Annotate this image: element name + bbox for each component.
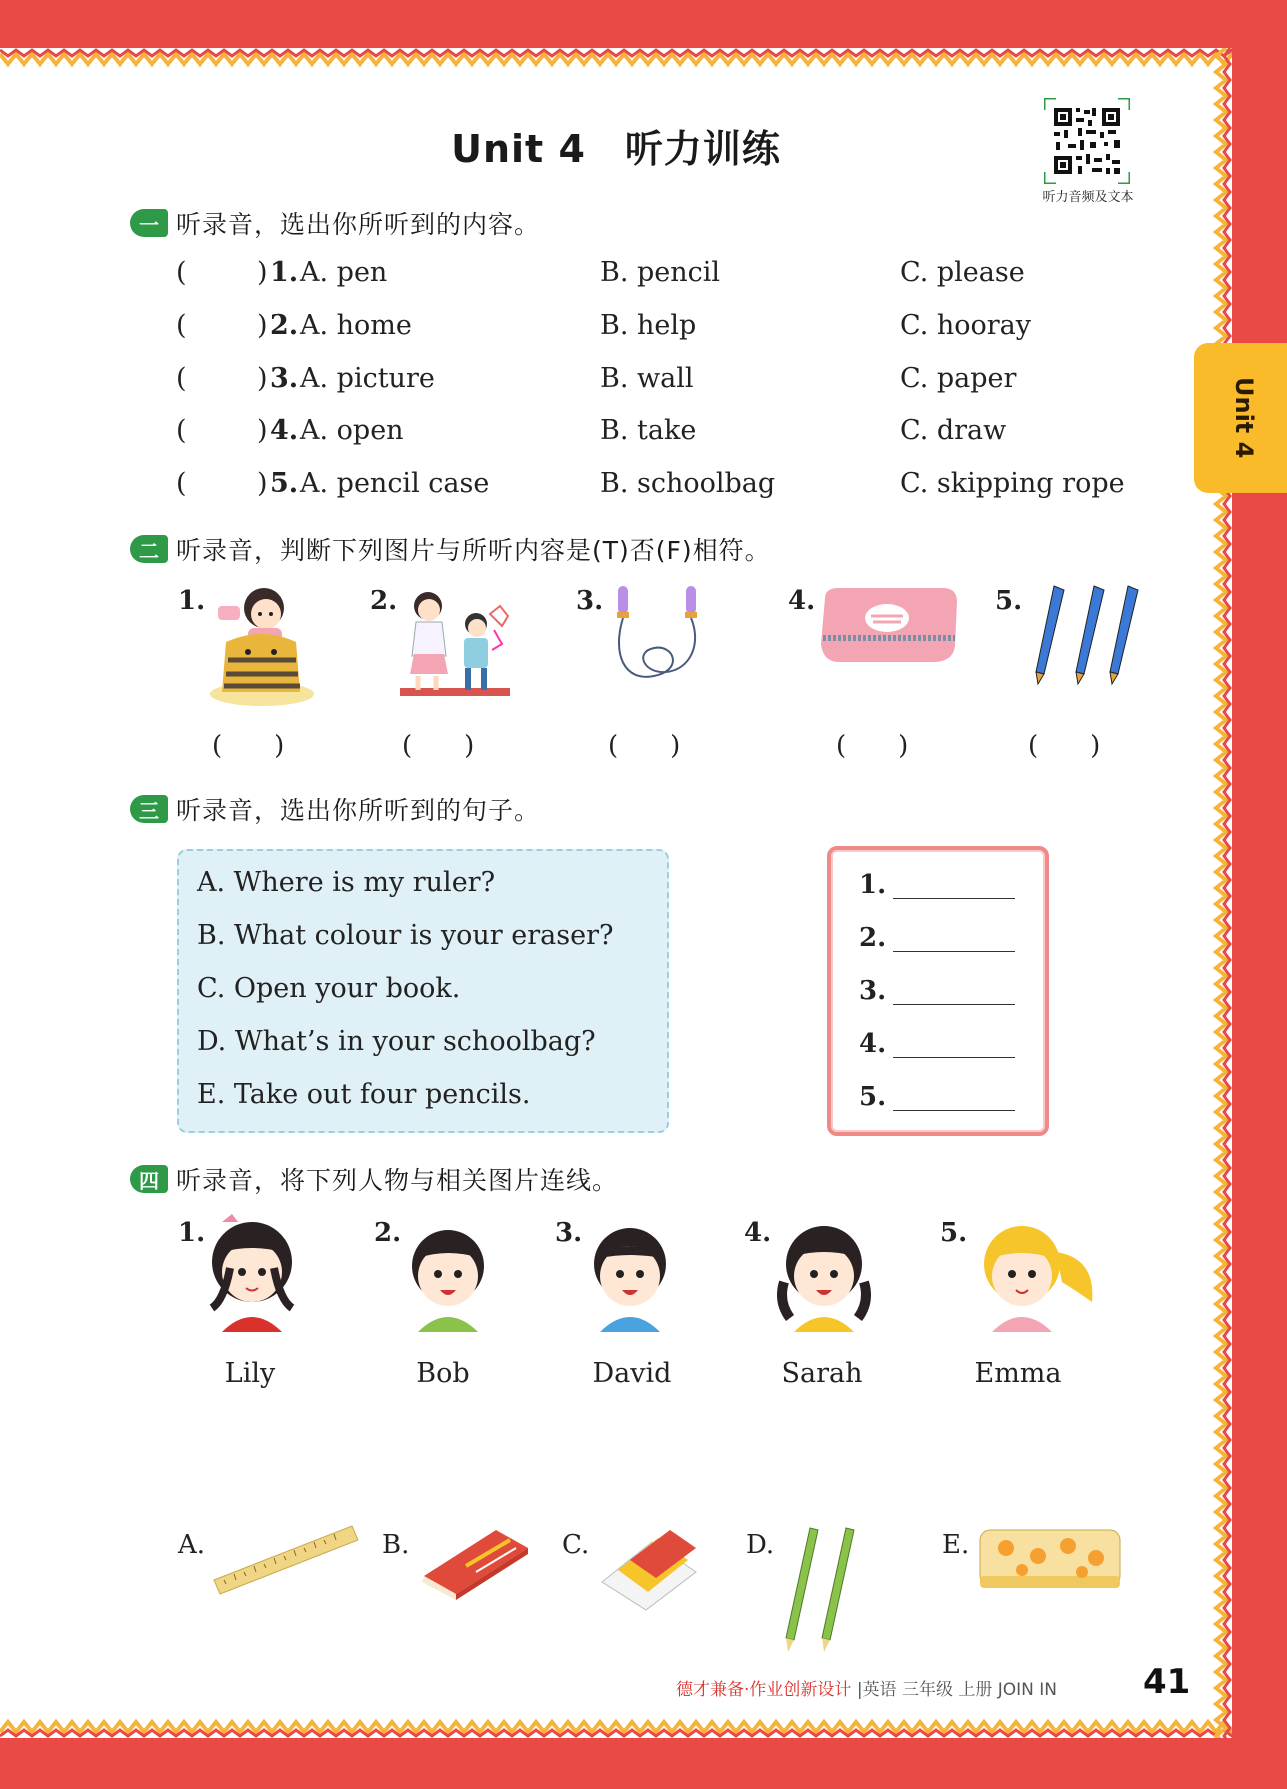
item-letter: A. bbox=[178, 1530, 206, 1560]
option-b: B. take bbox=[600, 415, 697, 446]
section-instruction: 听录音，选出你所听到的内容。 bbox=[176, 210, 541, 239]
ruler-icon bbox=[212, 1522, 360, 1602]
answer-paren-open[interactable]: ( bbox=[176, 415, 187, 446]
section-badge: 二 bbox=[130, 535, 168, 563]
section-badge: 三 bbox=[130, 795, 168, 823]
answer-blank[interactable] bbox=[893, 898, 1015, 899]
bottom-zigzag bbox=[0, 1708, 1232, 1738]
section-4-header bbox=[130, 1162, 618, 1196]
question-number: 5. bbox=[270, 468, 299, 499]
person-number: 2. bbox=[374, 1218, 402, 1248]
eraser-icon bbox=[596, 1520, 702, 1614]
person-name: David bbox=[592, 1358, 672, 1389]
option-c: C. hooray bbox=[900, 310, 1032, 341]
answer-paren-open[interactable]: ( bbox=[176, 363, 187, 394]
page-title: Unit 4 听力训练 bbox=[451, 127, 781, 171]
answer-blank[interactable] bbox=[893, 1057, 1015, 1058]
sentence-option: E. Take out four pencils. bbox=[197, 1079, 531, 1110]
sarah-portrait bbox=[774, 1212, 874, 1336]
unit-side-tab bbox=[1194, 343, 1287, 493]
person-name: Lily bbox=[224, 1358, 276, 1389]
book-icon bbox=[416, 1526, 532, 1600]
option-b: B. pencil bbox=[600, 257, 721, 288]
person-number: 1. bbox=[178, 1218, 206, 1248]
person-number: 5. bbox=[940, 1218, 968, 1248]
answer-parentheses[interactable]: ( ) bbox=[608, 731, 681, 761]
skipping-rope-picture bbox=[604, 584, 710, 688]
question-number: 4. bbox=[270, 415, 299, 446]
option-b: B. schoolbag bbox=[600, 468, 776, 499]
answer-paren-open[interactable]: ( bbox=[176, 257, 187, 288]
option-b: B. help bbox=[600, 310, 697, 341]
footer-grade: 三年级 bbox=[901, 1680, 953, 1700]
answer-parentheses[interactable]: ( ) bbox=[836, 731, 909, 761]
picture-number: 1. bbox=[178, 586, 206, 616]
person-name: Sarah bbox=[781, 1358, 863, 1389]
answer-parentheses[interactable]: ( ) bbox=[212, 731, 285, 761]
lily-portrait bbox=[204, 1212, 300, 1336]
picture-number: 3. bbox=[576, 586, 604, 616]
section-1-header bbox=[130, 206, 540, 240]
answer-lines-box bbox=[827, 846, 1049, 1136]
bob-portrait bbox=[400, 1212, 496, 1336]
option-a: A. pen bbox=[300, 257, 388, 288]
answer-number: 4. bbox=[859, 1029, 887, 1059]
item-letter: D. bbox=[746, 1530, 775, 1560]
sentence-options-box bbox=[177, 849, 669, 1133]
section-badge: 四 bbox=[130, 1165, 168, 1193]
section-badge: 一 bbox=[130, 209, 168, 237]
option-c: C. skipping rope bbox=[900, 468, 1125, 499]
sentence-option: C. Open your book. bbox=[197, 973, 461, 1004]
top-zigzag bbox=[0, 48, 1232, 78]
sentence-option: D. What’s in your schoolbag? bbox=[197, 1026, 596, 1057]
item-letter: E. bbox=[942, 1530, 970, 1560]
option-a: A. picture bbox=[300, 363, 435, 394]
answer-paren-close[interactable]: ) bbox=[257, 363, 268, 394]
person-name: Emma bbox=[974, 1358, 1062, 1389]
answer-blank[interactable] bbox=[893, 1004, 1015, 1005]
answer-blank[interactable] bbox=[893, 951, 1015, 952]
answer-paren-open[interactable]: ( bbox=[176, 468, 187, 499]
answer-paren-open[interactable]: ( bbox=[176, 310, 187, 341]
person-name: Bob bbox=[416, 1358, 470, 1389]
option-a: A. pencil case bbox=[300, 468, 490, 499]
answer-blank[interactable] bbox=[893, 1110, 1015, 1111]
qr-code-icon[interactable] bbox=[1044, 98, 1130, 184]
footer-brand: 德才兼备·作业创新设计 bbox=[676, 1680, 852, 1700]
picture-number: 4. bbox=[788, 586, 816, 616]
answer-paren-close[interactable]: ) bbox=[257, 310, 268, 341]
picture-number: 2. bbox=[370, 586, 398, 616]
option-a: A. open bbox=[300, 415, 404, 446]
footer: 德才兼备·作业创新设计 |英语 三年级 上册 JOIN IN bbox=[676, 1680, 1058, 1700]
qr-caption: 听力音频及文本 bbox=[1042, 190, 1134, 205]
answer-number: 3. bbox=[859, 976, 887, 1006]
answer-number: 5. bbox=[859, 1082, 887, 1112]
pens-picture bbox=[1024, 582, 1140, 688]
pencils-icon bbox=[780, 1524, 856, 1654]
section-instruction: 听录音，判断下列图片与所听内容是(T)否(F)相符。 bbox=[176, 536, 771, 565]
picture-number: 5. bbox=[995, 586, 1023, 616]
answer-number: 1. bbox=[859, 870, 887, 900]
option-c: C. paper bbox=[900, 363, 1017, 394]
question-number: 1. bbox=[270, 257, 299, 288]
person-number: 3. bbox=[555, 1218, 583, 1248]
item-letter: B. bbox=[382, 1530, 410, 1560]
section-instruction: 听录音，将下列人物与相关图片连线。 bbox=[176, 1166, 619, 1195]
answer-number: 2. bbox=[859, 923, 887, 953]
section-3-header bbox=[130, 792, 540, 826]
answer-parentheses[interactable]: ( ) bbox=[402, 731, 475, 761]
answer-paren-close[interactable]: ) bbox=[257, 257, 268, 288]
option-c: C. please bbox=[900, 257, 1025, 288]
question-number: 2. bbox=[270, 310, 299, 341]
section-2-header bbox=[130, 532, 771, 566]
section-instruction: 听录音，选出你所听到的句子。 bbox=[176, 796, 541, 825]
item-letter: C. bbox=[562, 1530, 590, 1560]
unit-tab-label: Unit 4 bbox=[1230, 377, 1258, 459]
sentence-option: A. Where is my ruler? bbox=[197, 867, 496, 898]
answer-paren-close[interactable]: ) bbox=[257, 468, 268, 499]
option-c: C. draw bbox=[900, 415, 1007, 446]
person-number: 4. bbox=[744, 1218, 772, 1248]
footer-term: 上册 bbox=[958, 1680, 993, 1700]
answer-paren-close[interactable]: ) bbox=[257, 415, 268, 446]
footer-subject: 英语 bbox=[862, 1680, 897, 1700]
children-drawing-on-wall-picture bbox=[398, 584, 516, 708]
pencil-case-picture bbox=[815, 584, 963, 670]
emma-portrait bbox=[968, 1212, 1100, 1336]
pencil-case-icon bbox=[976, 1526, 1124, 1594]
option-a: A. home bbox=[300, 310, 412, 341]
girl-with-schoolbag-picture bbox=[204, 582, 316, 710]
question-number: 3. bbox=[270, 363, 299, 394]
david-portrait bbox=[582, 1212, 678, 1336]
right-zigzag bbox=[1202, 48, 1232, 1738]
footer-edition: JOIN IN bbox=[997, 1680, 1058, 1700]
answer-parentheses[interactable]: ( ) bbox=[1028, 731, 1101, 761]
option-b: B. wall bbox=[600, 363, 694, 394]
sentence-option: B. What colour is your eraser? bbox=[197, 920, 614, 951]
page-number: 41 bbox=[1143, 1662, 1191, 1702]
